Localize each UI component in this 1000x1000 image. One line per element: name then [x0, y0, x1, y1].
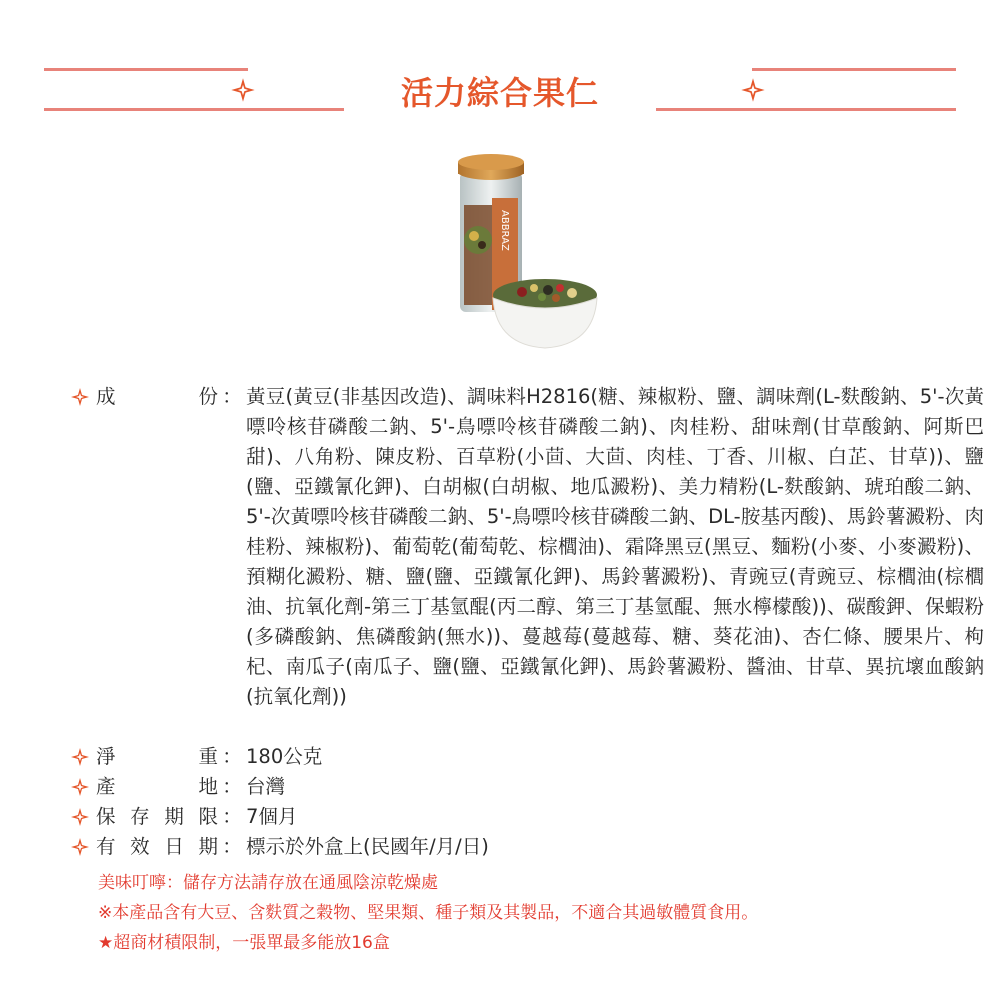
page-title: 活力綜合果仁 [400, 74, 599, 112]
info-colon: ： [222, 835, 242, 858]
product-brand-text: ABBRAZ [499, 210, 510, 251]
header-divider-left-top [44, 68, 248, 71]
sparkle-bullet-icon [70, 382, 96, 412]
header-divider-right-top [752, 68, 956, 71]
info-colon: ： [222, 805, 242, 828]
info-row-net-weight [70, 742, 984, 772]
sparkle-icon [230, 77, 256, 103]
note-allergen: ※本產品含有大豆、含麩質之穀物、堅果類、種子類及其製品，不適合其過敏體質食用。 [98, 903, 759, 923]
header-divider-right-bottom [656, 108, 956, 111]
info-value-expiry-date: 標示於外盒上(民國年/月/日) [246, 835, 489, 858]
note-storage: 美味叮嚀：儲存方法請存放在通風陰涼乾燥處 [98, 873, 438, 893]
note-shipping-limit: ★超商材積限制，一張單最多能放16盒 [98, 933, 390, 953]
info-row-expiry-date [70, 832, 984, 862]
info-colon: ： [222, 775, 242, 798]
sparkle-icon [740, 77, 766, 103]
info-label: 保 存 期 限 [96, 805, 218, 828]
info-label: 有 效 日 期 [96, 835, 218, 858]
info-colon: ： [222, 745, 242, 768]
info-value-net-weight: 180公克 [246, 745, 323, 768]
info-colon: ： [222, 385, 242, 408]
info-label: 成 份 [96, 385, 218, 408]
info-value-ingredients: 黃豆(黃豆(非基因改造)、調味料H2816(糖、辣椒粉、鹽、調味劑(L-麩酸鈉、5'-次黃嘌呤核苷磷酸二鈉、5'-鳥嘌呤核苷磷酸二鈉)、肉桂粉、甜味劑(甘草酸鈉、阿斯巴甜)、八角粉、陳皮粉、百草粉(小茴、大茴、肉桂、丁香、川椒、白芷、甘草))、鹽(鹽、亞鐵氰化鉀)、白胡椒(白胡椒、地瓜澱粉)、美力精粉(L-麩酸鈉、琥珀酸二鈉、5'-次黃嘌呤核苷磷酸二鈉、5'-鳥嘌呤核苷磷酸二鈉、DL-胺基丙酸)、馬鈴薯澱粉、肉桂粉、辣椒粉)、葡萄乾(葡萄乾、棕櫚油)、霜降黑豆(黑豆、麵粉(小麥、小麥澱粉)、預糊化澱粉、糖、鹽(鹽、亞鐵氰化鉀)、馬鈴薯澱粉)、青豌豆(青豌豆、棕櫚油(棕櫚油、抗氧化劑-第三丁基氫醌(丙二醇、第三丁基氫醌、無水檸檬酸))、碳酸鉀、保蝦粉(多磷酸鈉、焦磷酸鈉(無水))、蔓越莓(蔓越莓、糖、葵花油)、杏仁條、腰果片、枸杞、南瓜子(南瓜子、鹽(鹽、亞鐵氰化鉀)、馬鈴薯澱粉、醬油、甘草、異抗壞血酸鈉(抗氧化劑)) [246, 385, 984, 708]
info-label: 淨 重 [96, 745, 218, 768]
sparkle-bullet-icon [70, 832, 96, 862]
info-label: 產 地 [96, 775, 218, 798]
sparkle-bullet-icon [70, 772, 96, 802]
notes [98, 868, 758, 958]
info-value-origin: 台灣 [246, 775, 286, 798]
info-row-ingredients [70, 382, 984, 712]
product-image [450, 150, 600, 355]
info-row-origin [70, 772, 984, 802]
page-header [0, 60, 1000, 120]
sparkle-bullet-icon [70, 742, 96, 772]
info-value-shelf-life: 7個月 [246, 805, 298, 828]
info-row-shelf-life [70, 802, 984, 832]
sparkle-bullet-icon [70, 802, 96, 832]
header-divider-left-bottom [44, 108, 344, 111]
